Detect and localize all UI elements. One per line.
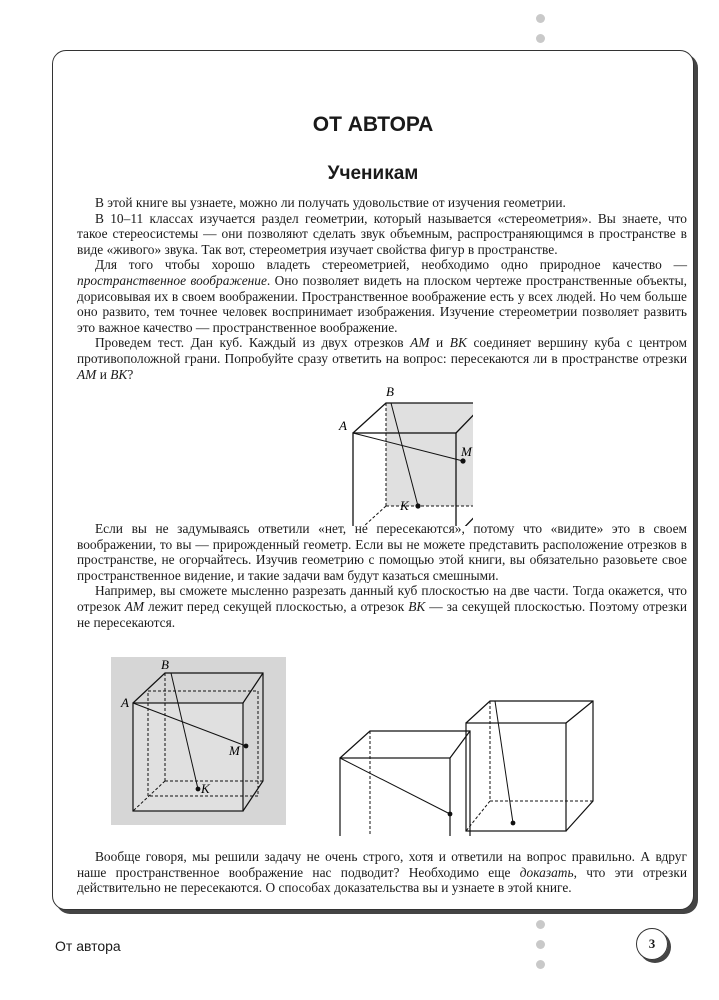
decor-dot [536,14,545,23]
decor-dot [536,960,545,969]
label-a: A [339,418,347,433]
text-block-intro [77,195,687,382]
content-frame [52,50,694,910]
text-span: Для того чтобы хорошо владеть стереометрией, необходимо одно природное качество — [95,257,687,273]
emphasis-text: AM [77,366,97,382]
text-span: Например, вы сможете мысленно разрезать данный куб плоскостью на две части. Тогда окажется, что отрезок [77,583,687,614]
text-span: и [429,335,450,351]
emphasis-text: пространственное воображение [77,272,267,288]
emphasis-text: BK [408,598,426,614]
page-title: ОТ АВТОРА [312,113,434,136]
emphasis-text: AM [124,598,145,614]
cut-cube-figures [103,651,663,836]
text-span: соединяет вершину куба с центром противоположной грани. Попробуйте сразу ответить на вопрос: пересекаются ли в пространстве отрезки [77,335,687,366]
emphasis-text: BK [449,335,467,351]
shaded-face [386,403,473,506]
running-footer: От автора [55,938,121,954]
text-span: В 10–11 классах изучается раздел геометрии, который называется «стереометрия». Вы знаете, что такое стереосистемы — они позволяют сделать звук объемным, распространяющимся в пространстве в виде «живого» звука. Так вот, стереометрия изучает свойства фигур в пространстве. [77,210,687,257]
paragraph [77,211,687,258]
text-span: Проведем тест. Дан куб. Каждый из двух отрезков [95,335,411,351]
label-k: K [400,498,409,513]
emphasis-text: BK [110,366,128,382]
text-span: и [96,366,111,382]
label-m: M [461,444,472,459]
emphasis-text: доказать [519,864,574,880]
text-block-conclusion [77,849,687,896]
paragraph [77,195,687,211]
label-b: B [386,384,394,399]
text-span: , что эти отрезки действительно не пересекаются. О способах доказательства вы и узнаете в этой книге. [77,864,688,896]
page-number: 3 [636,928,668,960]
paragraph [77,849,687,896]
text-span: лежит перед секущей плоскостью, а отрезок [144,598,409,614]
text-block-explanation [77,521,687,630]
text-span: . Оно позволяет видеть на плоском чертеже пространственные объекты, дорисовывая их в своем воображении. Пространственное воображение есть у всех людей. Но чем больше оно развито, тем точнее человек воспринимает изображения. Изучение стереометрии позволяет развить это важное качество — пространственное воображение. [77,272,687,335]
decor-dot [536,34,545,43]
label-m: M [229,743,240,758]
label-a: A [121,695,129,710]
paragraph [77,521,687,583]
text-span: — за секущей плоскостью. Поэтому отрезки не пересекаются. [77,598,687,630]
text-span: Если вы не задумываясь ответили «нет, не пересекаются», потому что «видите» это в своем воображении, то вы — прирожденный геометр. Если вы не можете представить расположение отрезков в пространстве, не огорчайтесь. Изучив геометрию с помощью этой книги, вы обязательно разовьете свое пространственное видение, и такие задачи вам будут казаться смешными. [77,521,687,583]
text-span: Вообще говоря, мы решили задачу не очень строго, хотя и ответили на вопрос правильно. А вдруг наше пространственное воображение нас подводит? Необходимо еще [77,849,687,880]
emphasis-text: AM [410,335,430,351]
section-title: Ученикам [327,163,419,184]
label-b: B [161,657,169,672]
label-k: K [201,781,210,796]
decor-dot [536,940,545,949]
paragraph [77,583,687,630]
text-span: ? [127,366,134,382]
text-span: В этой книге вы узнаете, можно ли получать удовольствие от изучения геометрии. [95,195,566,210]
paragraph [77,257,687,335]
cube-figure [273,376,473,526]
decor-dot [536,920,545,929]
